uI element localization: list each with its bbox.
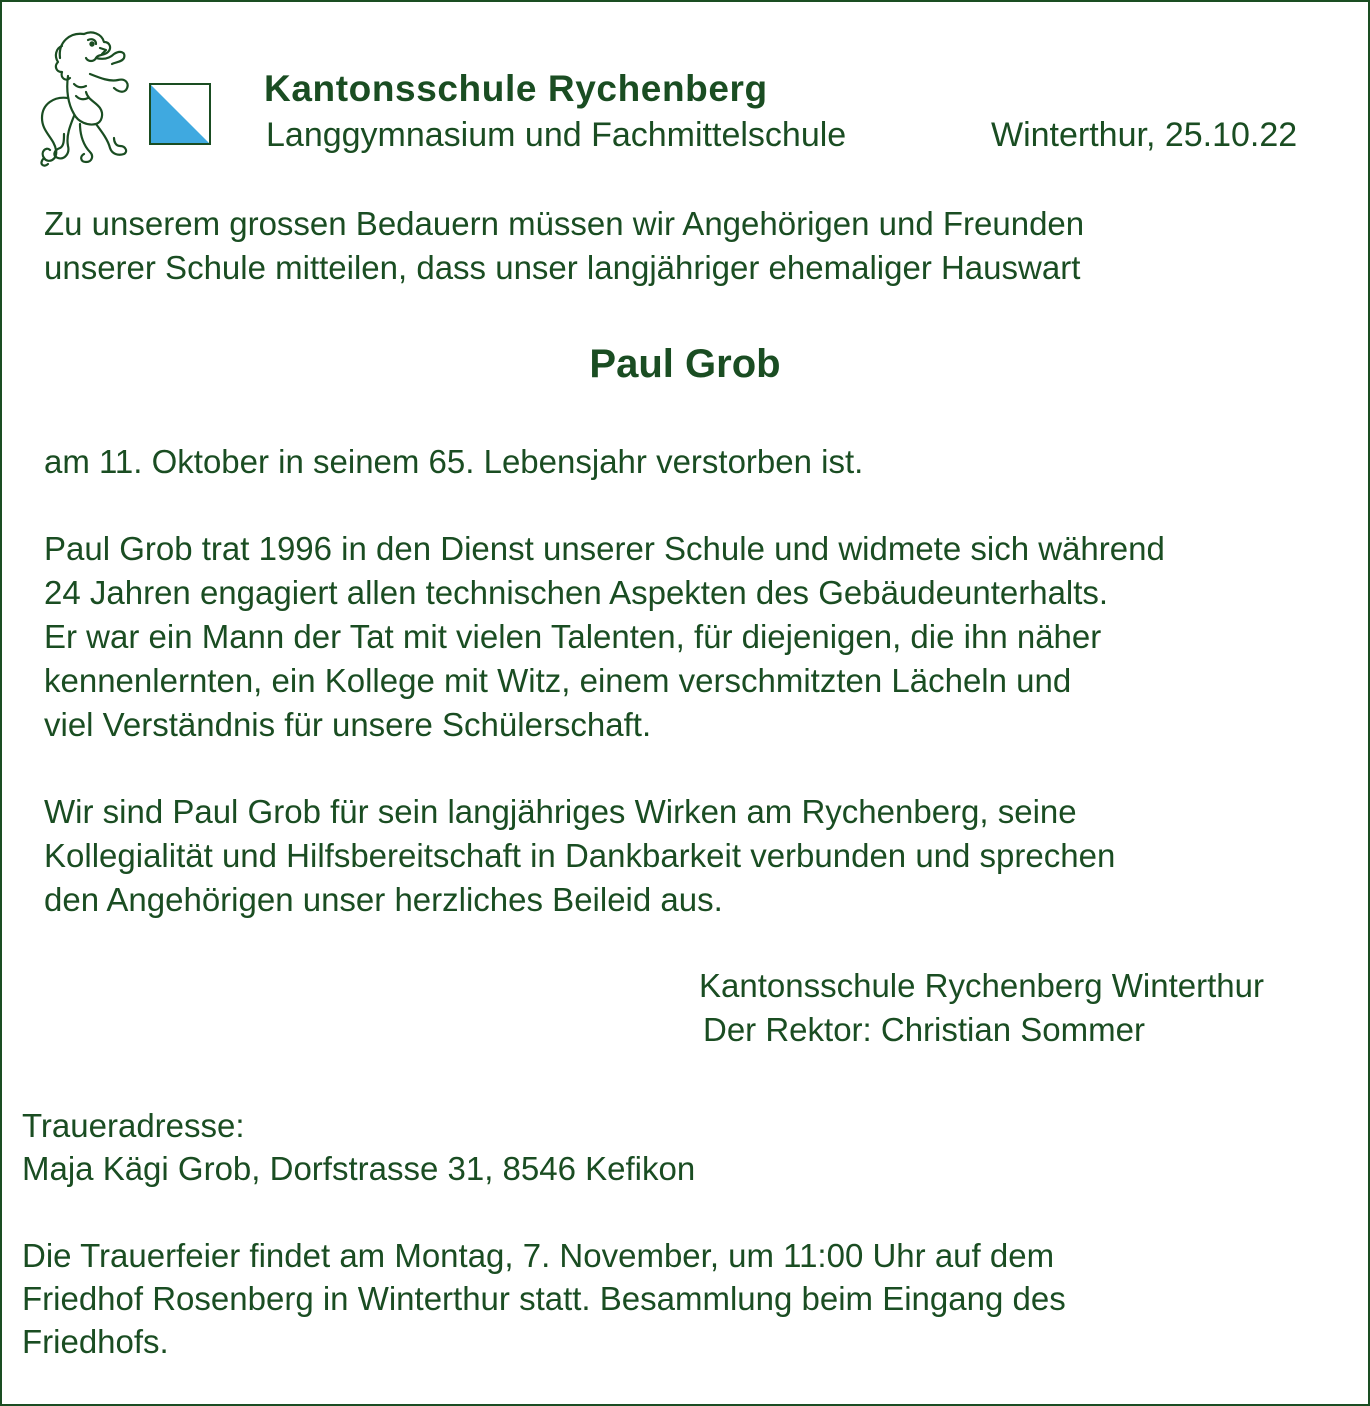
lion-crest-icon: [30, 28, 140, 170]
deceased-name: Paul Grob: [589, 342, 781, 386]
zurich-flag-icon: [149, 83, 211, 145]
mourning-address-label: Traueradresse:: [22, 1107, 245, 1144]
funeral-line: Friedhofs.: [22, 1323, 169, 1360]
tribute-line: Er war ein Mann der Tat mit vielen Talenten, für diejenigen, die ihn näher: [44, 618, 1102, 655]
intro-line: Zu unserem grossen Bedauern müssen wir Angehörigen und Freunden: [44, 205, 1085, 242]
funeral-info: [22, 1234, 1066, 1363]
tribute-line: viel Verständnis für unsere Schülerschaft.: [44, 706, 652, 743]
intro-line: unserer Schule mitteilen, dass unser langjähriger ehemaliger Hauswart: [44, 249, 1081, 286]
place-date: Winterthur, 25.10.22: [991, 116, 1298, 154]
funeral-line: Die Trauerfeier findet am Montag, 7. November, um 11:00 Uhr auf dem: [22, 1237, 1055, 1274]
gratitude-line: den Angehörigen unser herzliches Beileid aus.: [44, 881, 723, 918]
tribute-line: kennenlernten, ein Kollege mit Witz, einem verschmitzten Lächeln und: [44, 662, 1072, 699]
death-line: am 11. Oktober in seinem 65. Lebensjahr verstorben ist.: [44, 443, 864, 480]
school-name: Kantonsschule Rychenberg: [264, 68, 768, 109]
gratitude-line: Kollegialität und Hilfsbereitschaft in Dankbarkeit verbunden und sprechen: [44, 837, 1116, 874]
funeral-line: Friedhof Rosenberg in Winterthur statt. Besammlung beim Eingang des: [22, 1280, 1066, 1317]
mourning-address-value: Maja Kägi Grob, Dorfstrasse 31, 8546 Kefikon: [22, 1150, 696, 1187]
intro-paragraph: [44, 202, 1084, 290]
signature-institution: Kantonsschule Rychenberg Winterthur: [699, 967, 1264, 1004]
mourning-address: [22, 1104, 695, 1190]
tribute-line: Paul Grob trat 1996 in den Dienst unserer Schule und widmete sich während: [44, 530, 1165, 567]
gratitude-paragraph: [44, 790, 1115, 922]
signature-rector: Der Rektor: Christian Sommer: [703, 1011, 1145, 1048]
tribute-line: 24 Jahren engagiert allen technischen Aspekten des Gebäudeunterhalts.: [44, 574, 1109, 611]
gratitude-line: Wir sind Paul Grob für sein langjähriges Wirken am Rychenberg, seine: [44, 793, 1077, 830]
tribute-paragraph: [44, 527, 1165, 747]
school-subtitle: Langgymnasium und Fachmittelschule: [266, 116, 847, 154]
